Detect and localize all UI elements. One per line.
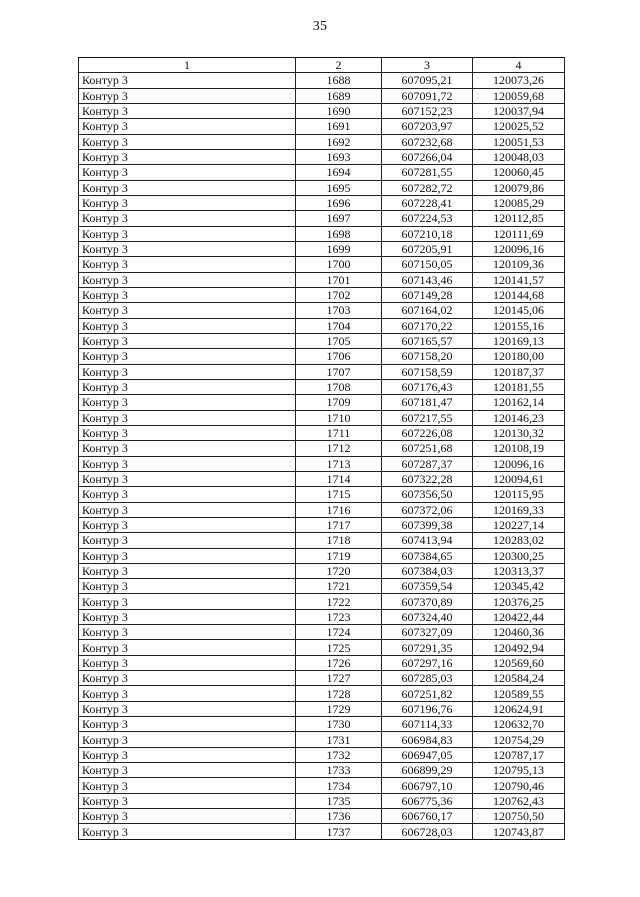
contour-name-cell: Контур 3: [79, 303, 296, 318]
point-number-cell: 1705: [296, 333, 382, 348]
y-coordinate-cell: 120162,14: [473, 395, 565, 410]
point-number-cell: 1699: [296, 241, 382, 256]
table-row: [79, 671, 565, 686]
y-coordinate-cell: 120111,69: [473, 226, 565, 241]
y-coordinate-cell: 120283,02: [473, 533, 565, 548]
x-coordinate-cell: 607251,82: [382, 686, 473, 701]
x-coordinate-cell: 607196,76: [382, 701, 473, 716]
table-row: [79, 655, 565, 670]
x-coordinate-cell: 607158,20: [382, 349, 473, 364]
point-number-cell: 1708: [296, 379, 382, 394]
x-coordinate-cell: 607287,37: [382, 456, 473, 471]
x-coordinate-cell: 607181,47: [382, 395, 473, 410]
y-coordinate-cell: 120096,16: [473, 241, 565, 256]
table-row: [79, 502, 565, 517]
x-coordinate-cell: 607291,35: [382, 640, 473, 655]
contour-name-cell: Контур 3: [79, 701, 296, 716]
point-number-cell: 1713: [296, 456, 382, 471]
contour-name-cell: Контур 3: [79, 318, 296, 333]
column-header-3: 3: [382, 58, 473, 73]
y-coordinate-cell: 120109,36: [473, 257, 565, 272]
contour-name-cell: Контур 3: [79, 671, 296, 686]
point-number-cell: 1717: [296, 517, 382, 532]
x-coordinate-cell: 607203,97: [382, 119, 473, 134]
contour-name-cell: Контур 3: [79, 763, 296, 778]
y-coordinate-cell: 120460,36: [473, 625, 565, 640]
table-row: [79, 88, 565, 103]
y-coordinate-cell: 120313,37: [473, 563, 565, 578]
x-coordinate-cell: 607091,72: [382, 88, 473, 103]
x-coordinate-cell: 607356,50: [382, 487, 473, 502]
table-row: [79, 211, 565, 226]
table-row: [79, 287, 565, 302]
point-number-cell: 1690: [296, 103, 382, 118]
x-coordinate-cell: 607143,46: [382, 272, 473, 287]
x-coordinate-cell: 607251,68: [382, 441, 473, 456]
point-number-cell: 1728: [296, 686, 382, 701]
contour-name-cell: Контур 3: [79, 395, 296, 410]
x-coordinate-cell: 606984,83: [382, 732, 473, 747]
contour-name-cell: Контур 3: [79, 103, 296, 118]
x-coordinate-cell: 607399,38: [382, 517, 473, 532]
point-number-cell: 1724: [296, 625, 382, 640]
point-number-cell: 1721: [296, 579, 382, 594]
contour-name-cell: Контур 3: [79, 487, 296, 502]
point-number-cell: 1704: [296, 318, 382, 333]
y-coordinate-cell: 120085,29: [473, 195, 565, 210]
y-coordinate-cell: 120025,52: [473, 119, 565, 134]
y-coordinate-cell: 120762,43: [473, 793, 565, 808]
table-row: [79, 533, 565, 548]
y-coordinate-cell: 120180,00: [473, 349, 565, 364]
x-coordinate-cell: 607384,03: [382, 563, 473, 578]
contour-name-cell: Контур 3: [79, 180, 296, 195]
y-coordinate-cell: 120300,25: [473, 548, 565, 563]
point-number-cell: 1706: [296, 349, 382, 364]
x-coordinate-cell: 607297,16: [382, 655, 473, 670]
table-row: [79, 778, 565, 793]
contour-name-cell: Контур 3: [79, 655, 296, 670]
y-coordinate-cell: 120589,55: [473, 686, 565, 701]
contour-name-cell: Контур 3: [79, 640, 296, 655]
point-number-cell: 1698: [296, 226, 382, 241]
y-coordinate-cell: 120181,55: [473, 379, 565, 394]
contour-name-cell: Контур 3: [79, 349, 296, 364]
point-number-cell: 1697: [296, 211, 382, 226]
column-header-4: 4: [473, 58, 565, 73]
point-number-cell: 1730: [296, 717, 382, 732]
x-coordinate-cell: 607152,23: [382, 103, 473, 118]
contour-name-cell: Контур 3: [79, 625, 296, 640]
y-coordinate-cell: 120079,86: [473, 180, 565, 195]
y-coordinate-cell: 120422,44: [473, 609, 565, 624]
x-coordinate-cell: 607228,41: [382, 195, 473, 210]
x-coordinate-cell: 607413,94: [382, 533, 473, 548]
table-body: [79, 73, 565, 839]
contour-name-cell: Контур 3: [79, 456, 296, 471]
table-row: [79, 732, 565, 747]
contour-name-cell: Контур 3: [79, 149, 296, 164]
y-coordinate-cell: 120632,70: [473, 717, 565, 732]
y-coordinate-cell: 120376,25: [473, 594, 565, 609]
x-coordinate-cell: 607281,55: [382, 165, 473, 180]
y-coordinate-cell: 120146,23: [473, 410, 565, 425]
table-row: [79, 456, 565, 471]
y-coordinate-cell: 120145,06: [473, 303, 565, 318]
table-row: [79, 441, 565, 456]
y-coordinate-cell: 120187,37: [473, 364, 565, 379]
y-coordinate-cell: 120141,57: [473, 272, 565, 287]
contour-name-cell: Контур 3: [79, 533, 296, 548]
table-row: [79, 349, 565, 364]
point-number-cell: 1733: [296, 763, 382, 778]
x-coordinate-cell: 606760,17: [382, 809, 473, 824]
point-number-cell: 1726: [296, 655, 382, 670]
column-header-1: 1: [79, 58, 296, 73]
contour-name-cell: Контур 3: [79, 73, 296, 88]
point-number-cell: 1718: [296, 533, 382, 548]
x-coordinate-cell: 607370,89: [382, 594, 473, 609]
point-number-cell: 1731: [296, 732, 382, 747]
contour-name-cell: Контур 3: [79, 226, 296, 241]
contour-name-cell: Контур 3: [79, 441, 296, 456]
y-coordinate-cell: 120144,68: [473, 287, 565, 302]
header-row: [79, 58, 565, 73]
y-coordinate-cell: 120096,16: [473, 456, 565, 471]
y-coordinate-cell: 120624,91: [473, 701, 565, 716]
x-coordinate-cell: 607095,21: [382, 73, 473, 88]
table-row: [79, 103, 565, 118]
point-number-cell: 1692: [296, 134, 382, 149]
x-coordinate-cell: 607114,33: [382, 717, 473, 732]
table-row: [79, 701, 565, 716]
y-coordinate-cell: 120169,13: [473, 333, 565, 348]
point-number-cell: 1710: [296, 410, 382, 425]
x-coordinate-cell: 607282,72: [382, 180, 473, 195]
table-row: [79, 471, 565, 486]
point-number-cell: 1719: [296, 548, 382, 563]
point-number-cell: 1688: [296, 73, 382, 88]
table-row: [79, 303, 565, 318]
y-coordinate-cell: 120750,50: [473, 809, 565, 824]
y-coordinate-cell: 120227,14: [473, 517, 565, 532]
contour-name-cell: Контур 3: [79, 579, 296, 594]
point-number-cell: 1736: [296, 809, 382, 824]
y-coordinate-cell: 120073,26: [473, 73, 565, 88]
y-coordinate-cell: 120584,24: [473, 671, 565, 686]
y-coordinate-cell: 120060,45: [473, 165, 565, 180]
y-coordinate-cell: 120169,33: [473, 502, 565, 517]
coordinates-table: [78, 57, 565, 840]
y-coordinate-cell: 120743,87: [473, 824, 565, 839]
table-row: [79, 487, 565, 502]
x-coordinate-cell: 607205,91: [382, 241, 473, 256]
contour-name-cell: Контур 3: [79, 410, 296, 425]
contour-name-cell: Контур 3: [79, 502, 296, 517]
table-row: [79, 119, 565, 134]
x-coordinate-cell: 606728,03: [382, 824, 473, 839]
table-row: [79, 625, 565, 640]
contour-name-cell: Контур 3: [79, 778, 296, 793]
contour-name-cell: Контур 3: [79, 241, 296, 256]
point-number-cell: 1693: [296, 149, 382, 164]
x-coordinate-cell: 606797,10: [382, 778, 473, 793]
contour-name-cell: Контур 3: [79, 379, 296, 394]
point-number-cell: 1691: [296, 119, 382, 134]
x-coordinate-cell: 607285,03: [382, 671, 473, 686]
contour-name-cell: Контур 3: [79, 134, 296, 149]
contour-name-cell: Контур 3: [79, 471, 296, 486]
point-number-cell: 1689: [296, 88, 382, 103]
y-coordinate-cell: 120795,13: [473, 763, 565, 778]
contour-name-cell: Контур 3: [79, 119, 296, 134]
contour-name-cell: Контур 3: [79, 747, 296, 762]
contour-name-cell: Контур 3: [79, 195, 296, 210]
y-coordinate-cell: 120037,94: [473, 103, 565, 118]
table-row: [79, 609, 565, 624]
column-header-2: 2: [296, 58, 382, 73]
table-row: [79, 763, 565, 778]
contour-name-cell: Контур 3: [79, 272, 296, 287]
table-row: [79, 594, 565, 609]
table-row: [79, 395, 565, 410]
point-number-cell: 1700: [296, 257, 382, 272]
contour-name-cell: Контур 3: [79, 257, 296, 272]
point-number-cell: 1696: [296, 195, 382, 210]
x-coordinate-cell: 607217,55: [382, 410, 473, 425]
table-row: [79, 149, 565, 164]
table-row: [79, 134, 565, 149]
x-coordinate-cell: 607165,57: [382, 333, 473, 348]
table-row: [79, 640, 565, 655]
contour-name-cell: Контур 3: [79, 333, 296, 348]
x-coordinate-cell: 607210,18: [382, 226, 473, 241]
table-row: [79, 425, 565, 440]
point-number-cell: 1729: [296, 701, 382, 716]
point-number-cell: 1737: [296, 824, 382, 839]
contour-name-cell: Контур 3: [79, 548, 296, 563]
y-coordinate-cell: 120094,61: [473, 471, 565, 486]
y-coordinate-cell: 120787,17: [473, 747, 565, 762]
contour-name-cell: Контур 3: [79, 732, 296, 747]
point-number-cell: 1725: [296, 640, 382, 655]
y-coordinate-cell: 120754,29: [473, 732, 565, 747]
table-row: [79, 717, 565, 732]
table-row: [79, 793, 565, 808]
contour-name-cell: Контур 3: [79, 717, 296, 732]
x-coordinate-cell: 607224,53: [382, 211, 473, 226]
y-coordinate-cell: 120130,32: [473, 425, 565, 440]
y-coordinate-cell: 120108,19: [473, 441, 565, 456]
x-coordinate-cell: 607384,65: [382, 548, 473, 563]
table-row: [79, 686, 565, 701]
y-coordinate-cell: 120059,68: [473, 88, 565, 103]
contour-name-cell: Контур 3: [79, 563, 296, 578]
y-coordinate-cell: 120569,60: [473, 655, 565, 670]
contour-name-cell: Контур 3: [79, 594, 296, 609]
table-row: [79, 747, 565, 762]
point-number-cell: 1703: [296, 303, 382, 318]
contour-name-cell: Контур 3: [79, 686, 296, 701]
contour-name-cell: Контур 3: [79, 211, 296, 226]
point-number-cell: 1707: [296, 364, 382, 379]
point-number-cell: 1723: [296, 609, 382, 624]
table-row: [79, 226, 565, 241]
table-row: [79, 195, 565, 210]
x-coordinate-cell: 607327,09: [382, 625, 473, 640]
table-row: [79, 548, 565, 563]
point-number-cell: 1695: [296, 180, 382, 195]
y-coordinate-cell: 120051,53: [473, 134, 565, 149]
contour-name-cell: Контур 3: [79, 425, 296, 440]
table-row: [79, 73, 565, 88]
point-number-cell: 1722: [296, 594, 382, 609]
contour-name-cell: Контур 3: [79, 793, 296, 808]
x-coordinate-cell: 606947,05: [382, 747, 473, 762]
x-coordinate-cell: 607149,28: [382, 287, 473, 302]
contour-name-cell: Контур 3: [79, 88, 296, 103]
point-number-cell: 1711: [296, 425, 382, 440]
point-number-cell: 1735: [296, 793, 382, 808]
x-coordinate-cell: 607176,43: [382, 379, 473, 394]
table-row: [79, 379, 565, 394]
contour-name-cell: Контур 3: [79, 809, 296, 824]
x-coordinate-cell: 607322,28: [382, 471, 473, 486]
x-coordinate-cell: 607372,06: [382, 502, 473, 517]
contour-name-cell: Контур 3: [79, 517, 296, 532]
point-number-cell: 1734: [296, 778, 382, 793]
point-number-cell: 1727: [296, 671, 382, 686]
table-row: [79, 579, 565, 594]
x-coordinate-cell: 607170,22: [382, 318, 473, 333]
table-row: [79, 410, 565, 425]
table-row: [79, 272, 565, 287]
table-row: [79, 517, 565, 532]
y-coordinate-cell: 120155,16: [473, 318, 565, 333]
x-coordinate-cell: 606775,36: [382, 793, 473, 808]
y-coordinate-cell: 120112,85: [473, 211, 565, 226]
table-row: [79, 824, 565, 839]
y-coordinate-cell: 120115,95: [473, 487, 565, 502]
table-row: [79, 364, 565, 379]
x-coordinate-cell: 607150,05: [382, 257, 473, 272]
table-row: [79, 563, 565, 578]
point-number-cell: 1709: [296, 395, 382, 410]
table-row: [79, 809, 565, 824]
point-number-cell: 1715: [296, 487, 382, 502]
table-row: [79, 180, 565, 195]
x-coordinate-cell: 607232,68: [382, 134, 473, 149]
page-number: 35: [312, 19, 328, 34]
x-coordinate-cell: 606899,29: [382, 763, 473, 778]
point-number-cell: 1712: [296, 441, 382, 456]
point-number-cell: 1714: [296, 471, 382, 486]
x-coordinate-cell: 607359,54: [382, 579, 473, 594]
contour-name-cell: Контур 3: [79, 287, 296, 302]
y-coordinate-cell: 120790,46: [473, 778, 565, 793]
contour-name-cell: Контур 3: [79, 364, 296, 379]
x-coordinate-cell: 607164,02: [382, 303, 473, 318]
contour-name-cell: Контур 3: [79, 824, 296, 839]
y-coordinate-cell: 120492,94: [473, 640, 565, 655]
table-header: [79, 58, 565, 73]
point-number-cell: 1732: [296, 747, 382, 762]
point-number-cell: 1702: [296, 287, 382, 302]
table-row: [79, 241, 565, 256]
y-coordinate-cell: 120048,03: [473, 149, 565, 164]
x-coordinate-cell: 607324,40: [382, 609, 473, 624]
contour-name-cell: Контур 3: [79, 165, 296, 180]
contour-name-cell: Контур 3: [79, 609, 296, 624]
table-row: [79, 318, 565, 333]
point-number-cell: 1701: [296, 272, 382, 287]
y-coordinate-cell: 120345,42: [473, 579, 565, 594]
table-row: [79, 333, 565, 348]
table-row: [79, 257, 565, 272]
x-coordinate-cell: 607266,04: [382, 149, 473, 164]
point-number-cell: 1720: [296, 563, 382, 578]
x-coordinate-cell: 607158,59: [382, 364, 473, 379]
point-number-cell: 1716: [296, 502, 382, 517]
table-row: [79, 165, 565, 180]
x-coordinate-cell: 607226,08: [382, 425, 473, 440]
point-number-cell: 1694: [296, 165, 382, 180]
